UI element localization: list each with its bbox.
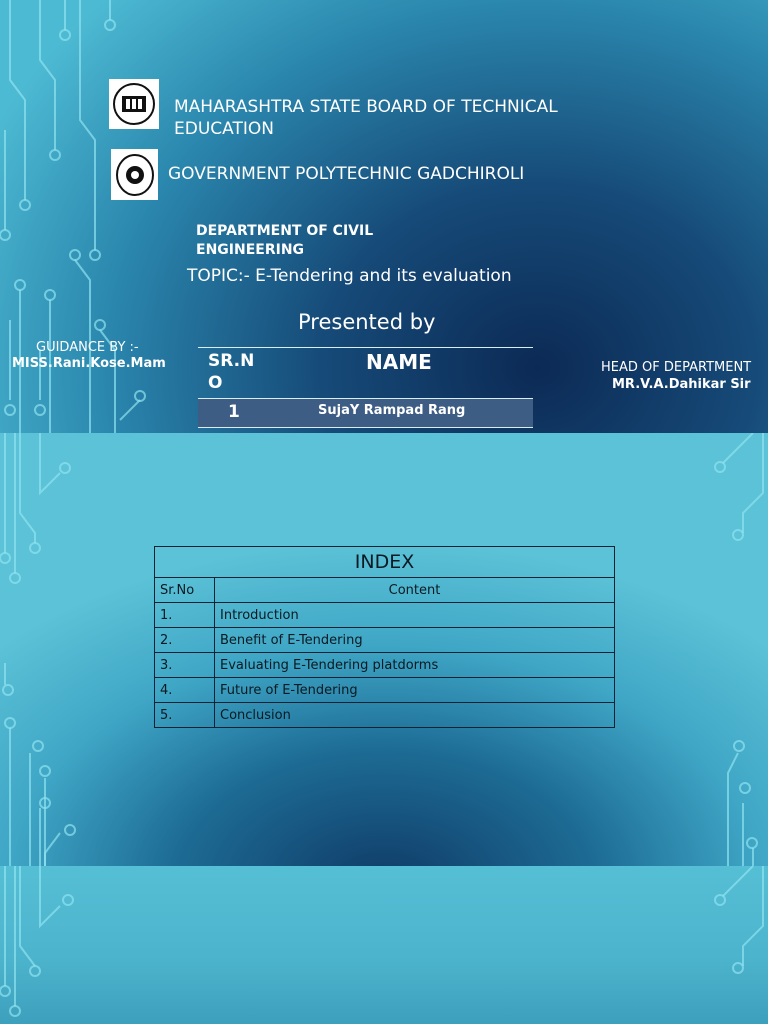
guide-name: MISS.Rani.Kose.Mam [12,356,166,371]
row-srno: 1 [228,402,240,422]
row-srno: 3. [155,653,215,678]
table-row [155,603,615,628]
table-row [155,703,615,728]
index-header-row [155,578,615,603]
row-srno: 2. [155,628,215,653]
presenter-table-header [198,347,533,398]
next-slide-partial [0,866,768,1024]
row-name: SujaY Rampad Rang [318,403,466,418]
guidance-label: GUIDANCE BY :- [36,340,139,355]
polytechnic-title: GOVERNMENT POLYTECHNIC GADCHIROLI [168,164,525,184]
table-row [155,678,615,703]
table-row [155,653,615,678]
polytechnic-logo [111,149,158,200]
presenter-table [198,347,533,428]
circuit-decoration-left [0,433,90,866]
col-srno-header: SR.N O [208,351,255,393]
hod-name: MR.V.A.Dahikar Sir [612,377,751,392]
row-content: Conclusion [215,703,615,728]
index-slide [0,433,768,866]
table-row [198,398,533,428]
circuit-decoration-right [698,866,768,1024]
col-srno-header: Sr.No [155,578,215,603]
presented-by-heading: Presented by [298,310,436,334]
row-content: Benefit of E-Tendering [215,628,615,653]
col-content-header: Content [215,578,615,603]
table-row [155,628,615,653]
hod-label: HEAD OF DEPARTMENT [601,360,752,375]
title-slide [0,0,768,433]
row-content: Evaluating E-Tendering platdorms [215,653,615,678]
department-title: DEPARTMENT OF CIVIL ENGINEERING [196,223,374,258]
topic-title: TOPIC:- E-Tendering and its evaluation [187,266,512,286]
board-title: MAHARASHTRA STATE BOARD OF TECHNICAL EDUCATION [174,97,558,139]
circuit-decoration-left [0,866,90,1024]
index-title: INDEX [155,547,615,578]
row-srno: 5. [155,703,215,728]
row-content: Introduction [215,603,615,628]
row-srno: 1. [155,603,215,628]
col-name-header: NAME [366,350,432,374]
msbte-logo [109,79,159,129]
row-srno: 4. [155,678,215,703]
row-content: Future of E-Tendering [215,678,615,703]
index-title-row [155,547,615,578]
circuit-decoration-right [698,433,768,866]
index-table [154,546,615,728]
